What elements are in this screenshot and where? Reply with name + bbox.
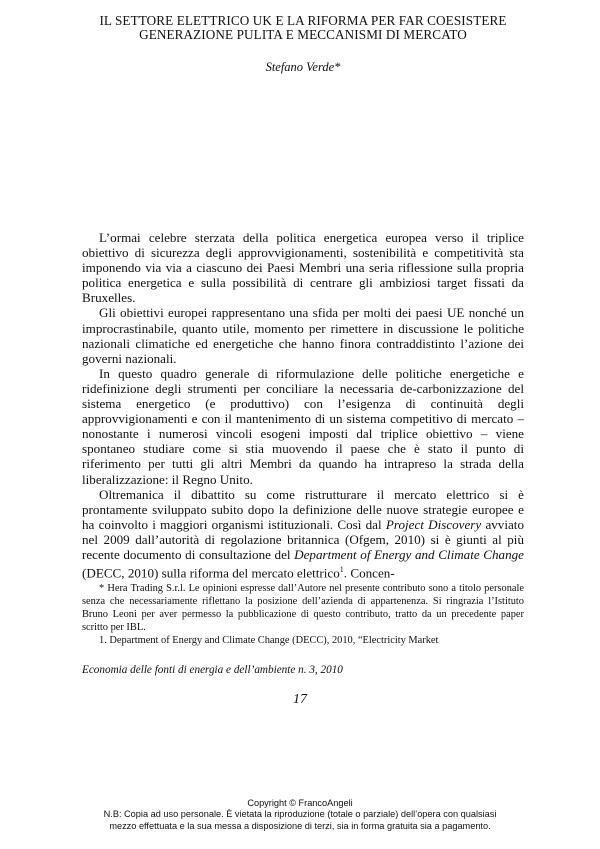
paragraph-4 bbox=[82, 487, 524, 581]
copyright-line-3: mezzo effettuata e la sua messa a disposizione di terzi, sia in forma gratuita sia a pagamento. bbox=[109, 820, 491, 831]
paragraph-4-text-f: . Concen- bbox=[343, 565, 395, 581]
journal-reference: Economia delle fonti di energia e dell’ambiente n. 3, 2010 bbox=[82, 664, 343, 676]
footnote-1: 1. Department of Energy and Climate Change (DECC), 2010, “Electricity Market bbox=[99, 635, 439, 647]
paragraph-4-text-c: avviato nel 2009 dall’autorità di regolazione britannica (Ofgem, 2010) si è giunti al più recente documento di consultazione del bbox=[82, 516, 524, 562]
paragraph-1: L’ormai celebre sterzata della politica energetica europea verso il triplice obiettivo di sicurezza degli approvvigionamenti, sostenibilità e competitività sta imponendo via via a ciascuno dei Paesi Membri una seria riflessione sulla propria politica energetica e sulla possibilità di centrare gli ambiziosi target fissati da Bruxelles. bbox=[82, 230, 524, 306]
title-line-1: IL SETTORE ELETTRICO UK E LA RIFORMA PER FAR COESISTERE bbox=[99, 13, 507, 28]
copyright-line-2: N.B: Copia ad uso personale. È vietata la riproduzione (totale o parziale) dell’opera con qualsiasi bbox=[103, 809, 497, 820]
page-number: 17 bbox=[293, 692, 307, 707]
author-name: Stefano Verde* bbox=[265, 60, 341, 74]
paragraph-4-text-e: (DECC, 2010) sulla riforma del mercato elettrico bbox=[82, 565, 340, 581]
paragraph-4-text-a: Oltremanica il dibattito su come ristrutturare il mercato elettrico si è prontamente sviluppato subito dopo la definizione delle nuove strategie europee e ha coinvolto i maggiori organismi istituzionali. Così dal bbox=[82, 486, 524, 532]
project-discovery-title: Project Discovery bbox=[385, 516, 482, 532]
footnote-author: * Hera Trading S.r.l. Le opinioni espresse dall’Autore nel presente contributo sono a titolo personale senza che necessariamente riflettano la posizione dell’azienda di appartenenza. Si ringrazia l’Istituto Bruno Leoni per aver permesso la pubblicazione di questo contributo, tratto da un precedente paper scritto per IBL. bbox=[82, 583, 524, 634]
paragraph-2: Gli obiettivi europei rappresentano una sfida per molti dei paesi UE nonché un improcrastinabile, quanto utile, momento per rimettere in discussione le politiche nazionali climatiche ed energetiche che hanno finora contraddistinto l’azione dei governi nazionali. bbox=[82, 305, 524, 366]
article-title bbox=[38, 14, 568, 42]
copyright-notice bbox=[0, 798, 600, 832]
title-line-2: GENERAZIONE PULITA E MECCANISMI DI MERCATO bbox=[139, 27, 467, 42]
copyright-line-1: Copyright © FrancoAngeli bbox=[247, 798, 353, 808]
footnote-ref-1: 1 bbox=[339, 565, 344, 575]
paragraph-3: In questo quadro generale di riformulazione delle politiche energetiche e ridefinizione degli strumenti per conciliare la necessaria de-carbonizzazione del sistema energetico (e produttivo) con l’esigenza di continuità degli approvvigionamenti e con il mantenimento di un sistema competitivo di mercato – nonostante i numerosi vincoli esogeni imposti dal triplice obiettivo – viene spontaneo studiare come si stia muovendo il paese che è stato il punto di riferimento per tutti gli altri Membri da quando ha intrapreso la strada della liberalizzazione: il Regno Unito. bbox=[82, 365, 524, 487]
article-body bbox=[82, 230, 524, 581]
decc-name: Department of Energy and Climate Change bbox=[294, 546, 524, 562]
footnotes bbox=[82, 582, 524, 647]
